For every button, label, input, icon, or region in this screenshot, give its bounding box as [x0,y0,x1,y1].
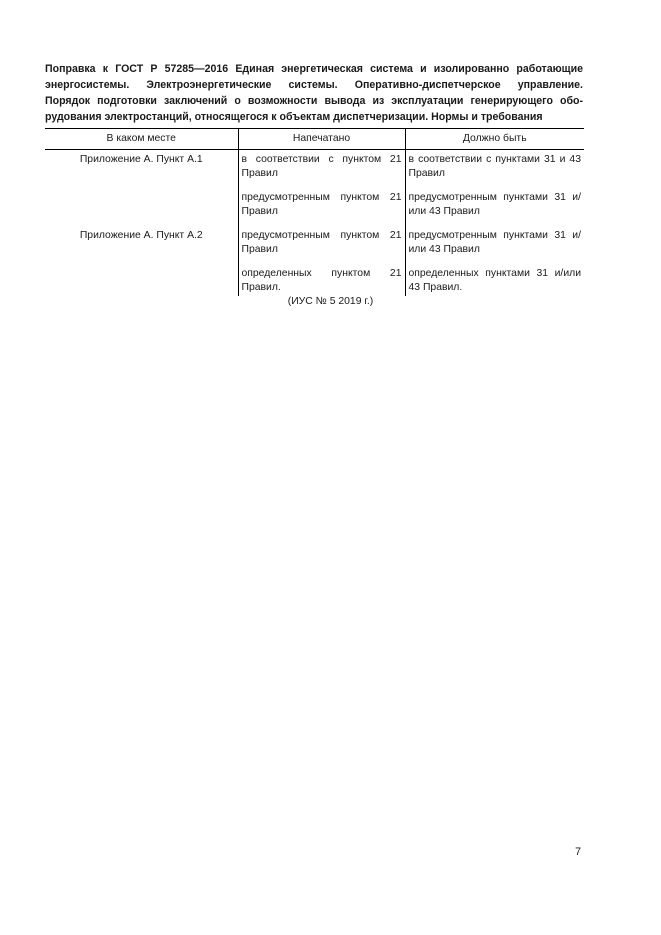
cell-place [45,188,238,226]
cell-printed: в соответствии с пунктом 21 Правил [238,150,405,189]
table-row [45,150,584,189]
cell-should-be: определенных пунктами 31 и/или 43 Правил. [405,264,584,296]
document-title [45,61,583,125]
table-header-row [45,129,584,150]
column-header-should-be: Должно быть [405,129,584,150]
cell-should-be: предусмотренным пунктами 31 и/или 43 Правил [405,188,584,226]
corrections-table [45,128,584,296]
table-row [45,264,584,296]
cell-should-be: в соответствии с пунктами 31 и 43 Правил [405,150,584,189]
cell-printed: предусмотренным пунктом 21 Правил [238,188,405,226]
cell-should-be: предусмотренным пунктами 31 и/или 43 Правил [405,226,584,264]
cell-place: Приложение А. Пункт А.2 [79,230,203,241]
cell-place: Приложение А. Пункт А.1 [79,154,203,165]
column-header-place: В каком месте [45,129,238,150]
cell-printed: предусмотренным пунктом 21 Правил [238,226,405,264]
table-row [45,188,584,226]
title-line: Порядок подготовки заключений о возможности вывода из эксплуатации генерирующего обо- [45,95,583,107]
title-line: рудования электростанций, относящегося к объектам диспетчеризации. Нормы и требования [45,111,543,123]
column-header-printed: Напечатано [238,129,405,150]
cell-printed: определенных пунктом 21 Правил. [238,264,405,296]
title-line: Поправка к ГОСТ Р 57285—2016 Единая энергетическая система и изолированно работающие [45,63,583,75]
table-row [45,226,584,264]
title-line: энергосистемы. Электроэнергетические системы. Оперативно-диспетчерское управление. [45,79,583,91]
page-number: 7 [575,846,581,858]
publication-source: (ИУС № 5 2019 г.) [287,296,374,307]
cell-place [45,264,238,296]
